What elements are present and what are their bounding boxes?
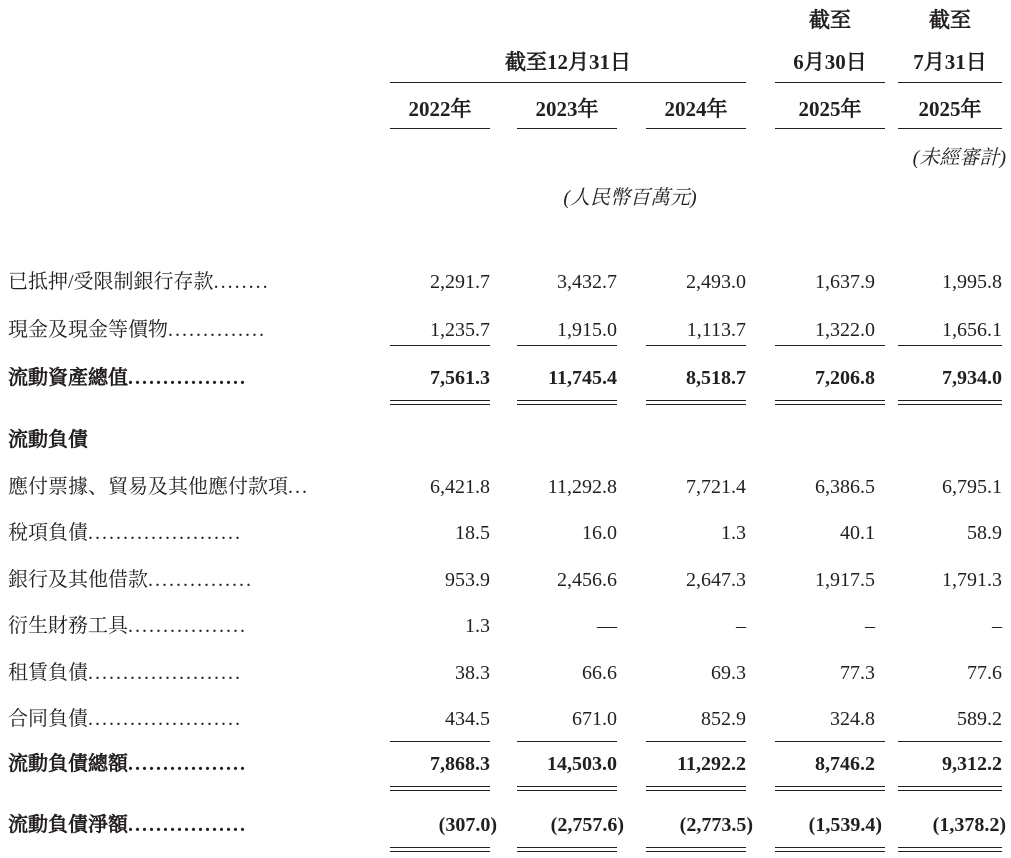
row-leader-dots: ................. bbox=[128, 615, 247, 637]
row-label bbox=[8, 428, 360, 452]
row-label-text: 流動資產總值 bbox=[8, 367, 128, 389]
row-label bbox=[8, 318, 360, 342]
liab-subtotal-rule-2024 bbox=[646, 741, 746, 742]
net-liab-double-rule-2023 bbox=[517, 847, 617, 852]
total-liab-double-rule-2025-jul bbox=[898, 786, 1002, 791]
value-cell: 69.3 bbox=[711, 662, 746, 684]
value-cell: 7,206.8 bbox=[815, 367, 875, 389]
value-cell: 7,561.3 bbox=[430, 367, 490, 389]
row-leader-dots: .............. bbox=[168, 319, 266, 341]
value-cell: (1,378.2) bbox=[932, 814, 1006, 836]
total-assets-double-rule-2025-jun bbox=[775, 400, 885, 405]
value-cell: 1,637.9 bbox=[815, 271, 875, 293]
subtotal-rule-2024 bbox=[646, 345, 746, 346]
value-cell: 3,432.7 bbox=[557, 271, 617, 293]
header-year-2023: 2023年 bbox=[535, 97, 599, 121]
row-label-text: 流動負債 bbox=[8, 429, 88, 451]
value-cell: 2,291.7 bbox=[430, 271, 490, 293]
value-cell: 1,995.8 bbox=[942, 271, 1002, 293]
row-label bbox=[8, 614, 360, 638]
value-cell: 6,795.1 bbox=[942, 476, 1002, 498]
value-cell: 1,322.0 bbox=[815, 319, 875, 341]
value-cell: 7,868.3 bbox=[430, 753, 490, 775]
header-jul-line1: 截至 bbox=[929, 8, 971, 32]
header-rule-jul bbox=[898, 82, 1002, 83]
row-label bbox=[8, 661, 360, 685]
row-label-text: 稅項負債 bbox=[8, 522, 88, 544]
row-label-text: 應付票據、貿易及其他應付款項 bbox=[8, 476, 288, 498]
total-assets-double-rule-2024 bbox=[646, 400, 746, 405]
value-cell: 1,917.5 bbox=[815, 569, 875, 591]
value-cell: – bbox=[992, 615, 1002, 637]
value-cell: 14,503.0 bbox=[547, 753, 617, 775]
value-cell: 8,518.7 bbox=[686, 367, 746, 389]
value-cell: 58.9 bbox=[967, 522, 1002, 544]
value-cell: 434.5 bbox=[445, 708, 490, 730]
value-cell: – bbox=[865, 615, 875, 637]
liab-subtotal-rule-2022 bbox=[390, 741, 490, 742]
value-cell: – bbox=[736, 615, 746, 637]
row-leader-dots: ................. bbox=[128, 814, 247, 836]
value-cell: 1,791.3 bbox=[942, 569, 1002, 591]
header-year-2025-jul: 2025年 bbox=[918, 97, 982, 121]
value-cell: (2,757.6) bbox=[550, 814, 624, 836]
value-cell: 38.3 bbox=[455, 662, 490, 684]
value-cell: 324.8 bbox=[830, 708, 875, 730]
value-cell: 7,721.4 bbox=[686, 476, 746, 498]
value-cell: 1,235.7 bbox=[430, 319, 490, 341]
value-cell: 8,746.2 bbox=[815, 753, 875, 775]
row-label bbox=[8, 568, 360, 592]
total-liab-double-rule-2022 bbox=[390, 786, 490, 791]
total-assets-double-rule-2022 bbox=[390, 400, 490, 405]
unit-note: (人民幣百萬元) bbox=[563, 187, 697, 209]
subtotal-rule-2025-jul bbox=[898, 345, 1002, 346]
value-cell: 18.5 bbox=[455, 522, 490, 544]
value-cell: 1,915.0 bbox=[557, 319, 617, 341]
header-year-2025-jun: 2025年 bbox=[798, 97, 862, 121]
row-leader-dots: ............... bbox=[148, 569, 253, 591]
subtotal-rule-2025-jun bbox=[775, 345, 885, 346]
total-assets-double-rule-2023 bbox=[517, 400, 617, 405]
row-label-text: 合同負債 bbox=[8, 708, 88, 730]
total-liab-double-rule-2024 bbox=[646, 786, 746, 791]
header-jun-line1: 截至 bbox=[809, 8, 851, 32]
header-year-2022: 2022年 bbox=[408, 97, 472, 121]
value-cell: 589.2 bbox=[957, 708, 1002, 730]
liab-subtotal-rule-2025-jul bbox=[898, 741, 1002, 742]
value-cell: 1,113.7 bbox=[686, 319, 746, 341]
year-rule-2024 bbox=[646, 128, 746, 129]
value-cell: 6,386.5 bbox=[815, 476, 875, 498]
unaudited-note: (未經審計) bbox=[912, 147, 1006, 169]
liab-subtotal-rule-2023 bbox=[517, 741, 617, 742]
year-rule-2025-jul bbox=[898, 128, 1002, 129]
row-leader-dots: ... bbox=[288, 476, 309, 498]
header-jul-line2: 7月31日 bbox=[913, 50, 987, 74]
value-cell: 9,312.2 bbox=[942, 753, 1002, 775]
value-cell: 2,456.6 bbox=[557, 569, 617, 591]
value-cell: (307.0) bbox=[438, 814, 497, 836]
row-label-text: 銀行及其他借款 bbox=[8, 569, 148, 591]
value-cell: 1.3 bbox=[465, 615, 490, 637]
header-rule-dec bbox=[390, 82, 746, 83]
net-liab-double-rule-2022 bbox=[390, 847, 490, 852]
liab-subtotal-rule-2025-jun bbox=[775, 741, 885, 742]
row-label bbox=[8, 270, 360, 294]
net-liab-double-rule-2024 bbox=[646, 847, 746, 852]
header-rule-jun bbox=[775, 82, 885, 83]
value-cell: 6,421.8 bbox=[430, 476, 490, 498]
value-cell: 77.3 bbox=[840, 662, 875, 684]
row-label-text: 衍生財務工具 bbox=[8, 615, 128, 637]
value-cell: (1,539.4) bbox=[808, 814, 882, 836]
value-cell: 77.6 bbox=[967, 662, 1002, 684]
value-cell: 1.3 bbox=[721, 522, 746, 544]
header-group-dec31: 截至12月31日 bbox=[505, 50, 631, 74]
row-leader-dots: ...................... bbox=[88, 522, 242, 544]
row-label-text: 流動負債總額 bbox=[8, 753, 128, 775]
value-cell: 11,745.4 bbox=[548, 367, 617, 389]
row-label bbox=[8, 475, 360, 499]
subtotal-rule-2023 bbox=[517, 345, 617, 346]
row-label-text: 已抵押/受限制銀行存款 bbox=[8, 271, 214, 293]
row-leader-dots: ...................... bbox=[88, 708, 242, 730]
value-cell: 66.6 bbox=[582, 662, 617, 684]
value-cell: 2,493.0 bbox=[686, 271, 746, 293]
value-cell: 7,934.0 bbox=[942, 367, 1002, 389]
value-cell: 11,292.2 bbox=[677, 753, 746, 775]
header-jun-line2: 6月30日 bbox=[793, 50, 867, 74]
value-cell: — bbox=[597, 615, 617, 637]
row-label bbox=[8, 813, 360, 837]
row-label-text: 租賃負債 bbox=[8, 662, 88, 684]
value-cell: 953.9 bbox=[445, 569, 490, 591]
total-liab-double-rule-2025-jun bbox=[775, 786, 885, 791]
year-rule-2022 bbox=[390, 128, 490, 129]
value-cell: 1,656.1 bbox=[942, 319, 1002, 341]
value-cell: (2,773.5) bbox=[679, 814, 753, 836]
row-label-text: 流動負債淨額 bbox=[8, 814, 128, 836]
row-leader-dots: ...................... bbox=[88, 662, 242, 684]
row-label bbox=[8, 366, 360, 390]
row-leader-dots: ................. bbox=[128, 753, 247, 775]
net-liab-double-rule-2025-jul bbox=[898, 847, 1002, 852]
row-leader-dots: ................. bbox=[128, 367, 247, 389]
row-leader-dots: ........ bbox=[213, 271, 270, 293]
row-label bbox=[8, 707, 360, 731]
header-year-2024: 2024年 bbox=[664, 97, 728, 121]
value-cell: 671.0 bbox=[572, 708, 617, 730]
subtotal-rule-2022 bbox=[390, 345, 490, 346]
year-rule-2023 bbox=[517, 128, 617, 129]
row-label bbox=[8, 521, 360, 545]
value-cell: 11,292.8 bbox=[547, 476, 617, 498]
net-liab-double-rule-2025-jun bbox=[775, 847, 885, 852]
row-label-text: 現金及現金等價物 bbox=[8, 319, 168, 341]
value-cell: 16.0 bbox=[582, 522, 617, 544]
value-cell: 40.1 bbox=[840, 522, 875, 544]
total-assets-double-rule-2025-jul bbox=[898, 400, 1002, 405]
row-label bbox=[8, 752, 360, 776]
value-cell: 852.9 bbox=[701, 708, 746, 730]
year-rule-2025-jun bbox=[775, 128, 885, 129]
value-cell: 2,647.3 bbox=[686, 569, 746, 591]
total-liab-double-rule-2023 bbox=[517, 786, 617, 791]
